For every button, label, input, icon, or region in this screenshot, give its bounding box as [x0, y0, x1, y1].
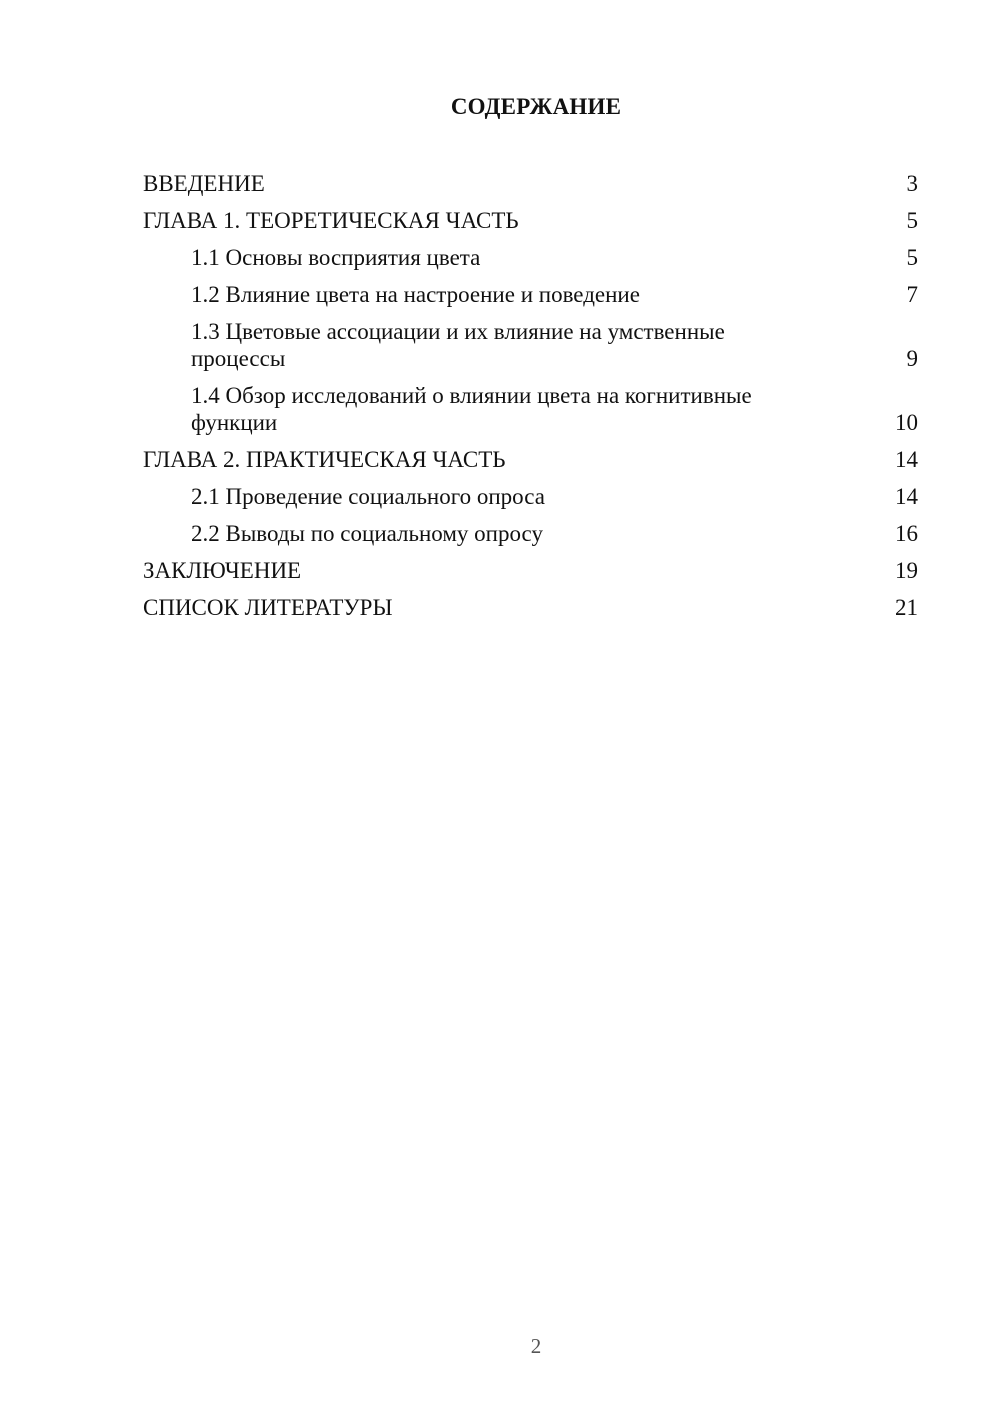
toc-entry-conclusion[interactable]: [143, 557, 918, 584]
toc-entry-text: 1.3 Цветовые ассоциации и их влияние на умственные процессы: [191, 319, 725, 371]
toc-entry-text: 2.2 Выводы по социальному опросу: [191, 521, 543, 546]
toc-entry-section-1-2[interactable]: [143, 281, 918, 308]
toc-entry-page: 14: [895, 484, 918, 509]
toc-entry-text: ГЛАВА 2. ПРАКТИЧЕСКАЯ ЧАСТЬ: [143, 447, 506, 472]
toc-entry-text: ВВЕДЕНИЕ: [143, 171, 265, 196]
toc-entry-section-1-4[interactable]: [143, 382, 918, 436]
table-of-contents: [143, 170, 918, 631]
toc-entry-text: СПИСОК ЛИТЕРАТУРЫ: [143, 595, 393, 620]
toc-entry-section-1-3[interactable]: [143, 318, 918, 372]
toc-entry-section-2-2[interactable]: [143, 520, 918, 547]
toc-entry-page: 5: [906, 245, 918, 270]
toc-entry-page: 9: [906, 346, 918, 371]
toc-entry-page: 21: [895, 595, 918, 620]
toc-entry-section-2-1[interactable]: [143, 483, 918, 510]
page-title: СОДЕРЖАНИЕ: [450, 94, 622, 119]
toc-entry-page: 3: [906, 171, 918, 196]
toc-entry-page: 5: [906, 208, 918, 233]
toc-entry-text: ГЛАВА 1. ТЕОРЕТИЧЕСКАЯ ЧАСТЬ: [143, 208, 519, 233]
toc-entry-page: 16: [895, 521, 918, 546]
toc-entry-bibliography[interactable]: [143, 594, 918, 621]
toc-entry-page: 10: [895, 410, 918, 435]
toc-entry-text: 1.1 Основы восприятия цвета: [191, 245, 481, 270]
toc-entry-page: 19: [895, 558, 918, 583]
toc-entry-text: 2.1 Проведение социального опроса: [191, 484, 545, 509]
toc-entry-text: 1.4 Обзор исследований о влиянии цвета на когнитивные функции: [191, 383, 752, 435]
toc-entry-text: ЗАКЛЮЧЕНИЕ: [143, 558, 302, 583]
page-number: 2: [530, 1334, 542, 1358]
toc-entry-section-1-1[interactable]: [143, 244, 918, 271]
toc-entry-chapter-1[interactable]: [143, 207, 918, 234]
toc-entry-page: 14: [895, 447, 918, 472]
toc-entry-page: 7: [906, 282, 918, 307]
toc-entry-chapter-2[interactable]: [143, 446, 918, 473]
toc-entry-introduction[interactable]: [143, 170, 918, 197]
toc-entry-text: 1.2 Влияние цвета на настроение и поведение: [191, 282, 640, 307]
